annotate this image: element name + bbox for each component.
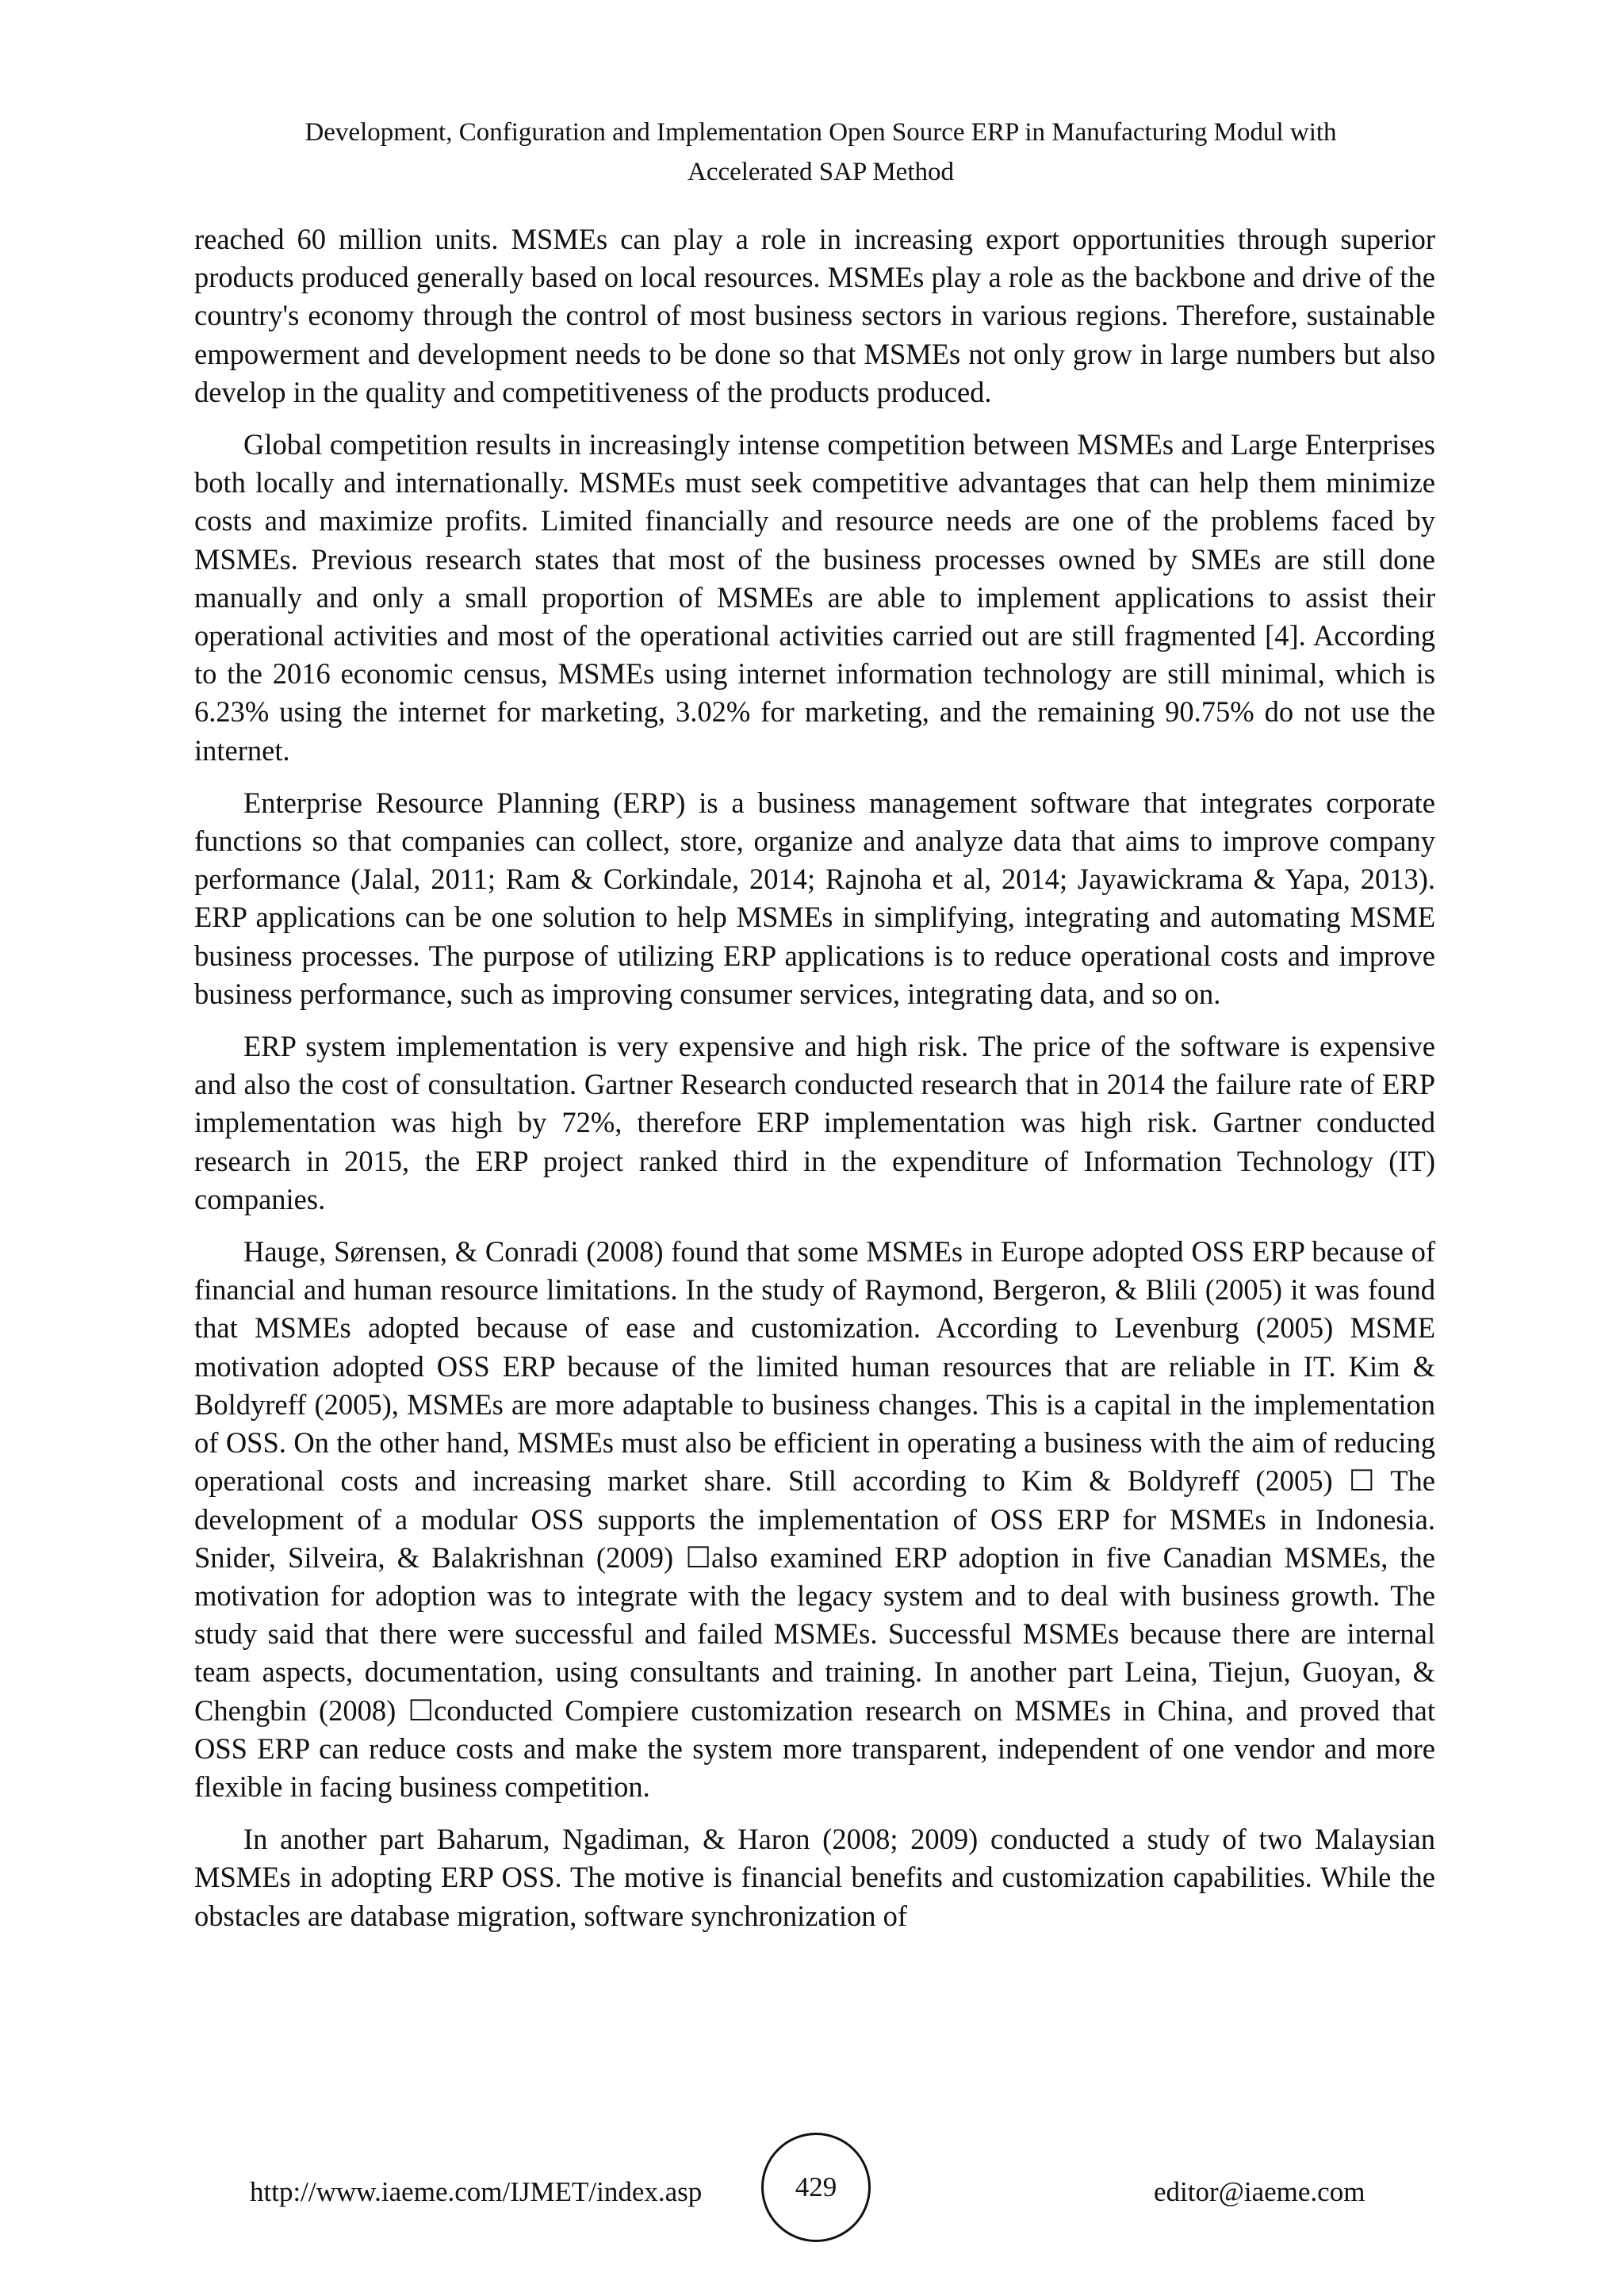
- paragraph-1: reached 60 million units. MSMEs can play a role in increasing export opportunities through superior products produced generally based on local resources. MSMEs play a role as the backbone and drive of the country's economy through the control of most business sectors in various regions. Therefore, sustainable empowerment and development needs to be done so that MSMEs not only grow in large numbers but also develop in the quality and competitiveness of the products produced.: [194, 223, 1435, 408]
- paragraph-5: Hauge, Sørensen, & Conradi (2008) found that some MSMEs in Europe adopted OSS ERP because of financial and human resource limitations. In the study of Raymond, Bergeron, & Blili (2005) it was found that MSMEs adopted because of ease and customization. According to Levenburg (2005) MSME motivation adopted OSS ERP because of the limited human resources that are reliable in IT. Kim & Boldyreff (2005), MSMEs are more adaptable to business changes. This is a capital in the implementation of OSS. On the other hand, MSMEs must also be efficient in operating a business with the aim of reducing operational costs and increasing market share. Still according to Kim & Boldyreff (2005) ☐ The development of a modular OSS supports the implementation of OSS ERP for MSMEs in Indonesia. Snider, Silveira, & Balakrishnan (2009) ☐also examined ERP adoption in five Canadian MSMEs, the motivation for adoption was to integrate with the legacy system and to deal with business growth. The study said that there were successful and failed MSMEs. Successful MSMEs because there are internal team aspects, documentation, using consultants and training. In another part Leina, Tiejun, Guoyan, & Chengbin (2008) ☐conducted Compiere customization research on MSMEs in China, and proved that OSS ERP can reduce costs and make the system more transparent, independent of one vendor and more flexible in facing business competition.: [194, 1235, 1435, 1803]
- paragraph-6: In another part Baharum, Ngadiman, & Haron (2008; 2009) conducted a study of two Malaysian MSMEs in adopting ERP OSS. The motive is financial benefits and customization capabilities. While the obstacles are database migration, software synchronization of: [194, 1823, 1435, 1932]
- page-number: 429: [761, 2133, 871, 2242]
- running-header-line-1: Development, Configuration and Implementation Open Source ERP in Manufacturing Modul with: [304, 118, 1337, 147]
- paragraph-3: Enterprise Resource Planning (ERP) is a business management software that integrates corporate functions so that companies can collect, store, organize and analyze data that aims to improve company performance (Jalal, 2011; Ram & Corkindale, 2014; Rajnoha et al, 2014; Jayawickrama & Yapa, 2013). ERP applications can be one solution to help MSMEs in simplifying, integrating and automating MSME business processes. The purpose of utilizing ERP applications is to reduce operational costs and improve business performance, such as improving consumer services, integrating data, and so on.: [194, 786, 1435, 1010]
- body-text: [194, 220, 1435, 1950]
- footer-email-link[interactable]: editor@iaeme.com: [1154, 2176, 1365, 2207]
- paragraph-2: Global competition results in increasingly intense competition between MSMEs and Large Enterprises both locally and internationally. MSMEs must seek competitive advantages that can help them minimize costs and maximize profits. Limited financially and resource needs are one of the problems faced by MSMEs. Previous research states that most of the business processes owned by SMEs are still done manually and only a small proportion of MSMEs are able to implement applications to assist their operational activities and most of the operational activities carried out are still fragmented [4]. According to the 2016 economic census, MSMEs using internet information technology are still minimal, which is 6.23% using the internet for marketing, 3.02% for marketing, and the remaining 90.75% do not use the internet.: [194, 428, 1435, 767]
- footer-url-link[interactable]: http://www.iaeme.com/IJMET/index.asp: [250, 2176, 703, 2207]
- running-header: [198, 113, 1443, 192]
- running-header-line-2: Accelerated SAP Method: [687, 158, 954, 186]
- paragraph-4: ERP system implementation is very expensive and high risk. The price of the software is expensive and also the cost of consultation. Gartner Research conducted research that in 2014 the failure rate of ERP implementation was high by 72%, therefore ERP implementation was high risk. Gartner conducted research in 2015, the ERP project ranked third in the expenditure of Information Technology (IT) companies.: [194, 1030, 1435, 1215]
